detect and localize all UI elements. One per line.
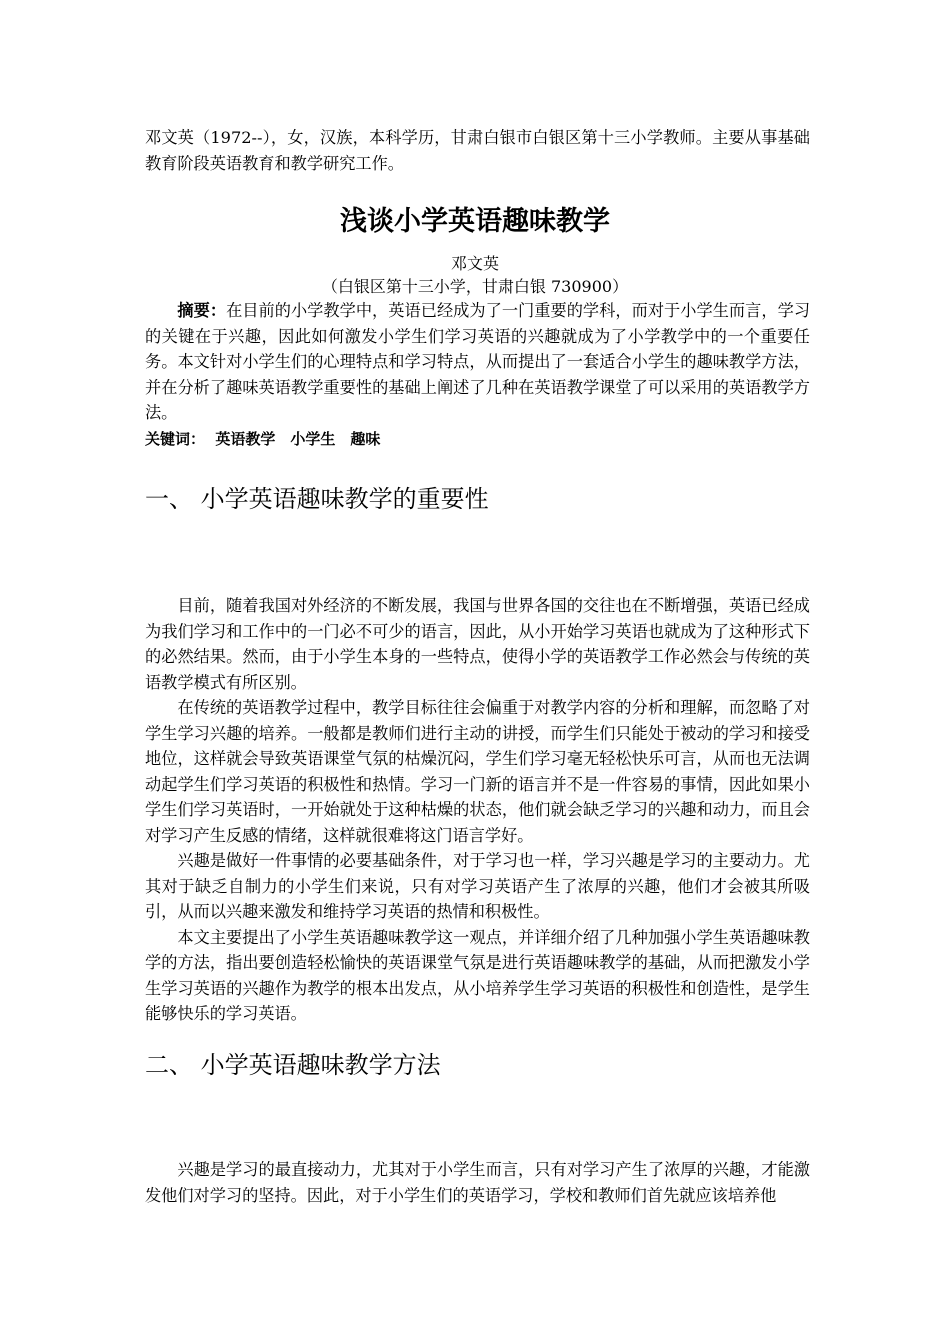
page-title: 浅谈小学英语趣味教学 [340, 206, 610, 237]
section-2-body [145, 1157, 810, 1208]
keywords-label: 关键词： [145, 430, 206, 448]
author-bio-text: 邓文英（1972--），女，汉族，本科学历，甘肃白银市白银区第十三小学教师。主要从事基础教育阶段英语教育和教学研究工作。 [145, 128, 810, 173]
abstract-paragraph [145, 298, 810, 426]
section-1-paragraph-3: 兴趣是做好一件事情的必要基础条件，对于学习也一样，学习兴趣是学习的主要动力。尤其对于缺乏自制力的小学生们来说，只有对学习英语产生了浓厚的兴趣，他们才会被其所吸引，从而以兴趣来激发和维持学习英语的热情和积极性。 [145, 851, 810, 921]
section-1-paragraph-4: 本文主要提出了小学生英语趣味教学这一观点，并详细介绍了几种加强小学生英语趣味教学的方法，指出要创造轻松愉快的英语课堂气氛是进行英语趣味教学的基础，从而把激发小学生学习英语的兴趣作为教学的根本出发点，从小培养学生学习英语的积极性和创造性，是学生能够快乐的学习英语。 [145, 927, 810, 1023]
abstract-text: 在目前的小学教学中，英语已经成为了一门重要的学科，而对于小学生而言，学习的关键在于兴趣，因此如何激发小学生们学习英语的兴趣就成为了小学教学中的一个重要任务。本文针对小学生们的心理特点和学习特点，从而提出了一套适合小学生的趣味教学方法，并在分析了趣味英语教学重要性的基础上阐述了几种在英语教学课堂了可以采用的英语教学方法。 [145, 301, 811, 422]
section-1-body [145, 593, 810, 1027]
section-1-paragraph-2: 在传统的英语教学过程中，教学目标往往会偏重于对教学内容的分析和理解，而忽略了对学生学习兴趣的培养。一般都是教师们进行主动的讲授，而学生们只能处于被动的学习和接受地位，这样就会导致英语课堂气氛的枯燥沉闷，学生们学习毫无轻松快乐可言，从而也无法调动起学生们学习英语的积极性和热情。学习一门新的语言并不是一件容易的事情，因此如果小学生们学习英语时，一开始就处于这种枯燥的状态，他们就会缺乏学习的兴趣和动力，而且会对学习产生反感的情绪，这样就很难将这门语言学好。 [145, 698, 810, 845]
author-bio [145, 125, 810, 176]
section-1-heading: 一、 小学英语趣味教学的重要性 [145, 485, 489, 513]
keywords [145, 426, 810, 453]
keywords-paragraph [145, 426, 810, 453]
section-2-paragraph-1: 兴趣是学习的最直接动力，尤其对于小学生而言，只有对学习产生了浓厚的兴趣，才能激发他们对学习的坚持。因此，对于小学生们的英语学习，学校和教师们首先就应该培养他 [145, 1160, 810, 1205]
author-name: 邓文英 [450, 254, 499, 273]
section-1-paragraph-1: 目前，随着我国对外经济的不断发展，我国与世界各国的交往也在不断增强，英语已经成为我们学习和工作中的一门必不可少的语言，因此，从小开始学习英语也就成为了这种形式下的必然结果。然而，由于小学生本身的一些特点，使得小学的英语教学工作必然会与传统的英语教学模式有所区别。 [145, 596, 810, 692]
author-affiliation: （白银区第十三小学，甘肃白银 730900） [321, 277, 629, 296]
section-2-heading: 二、 小学英语趣味教学方法 [145, 1051, 441, 1079]
abstract [145, 298, 810, 426]
abstract-label: 摘要： [177, 301, 227, 320]
keywords-text: 英语教学 小学生 趣味 [215, 430, 381, 448]
